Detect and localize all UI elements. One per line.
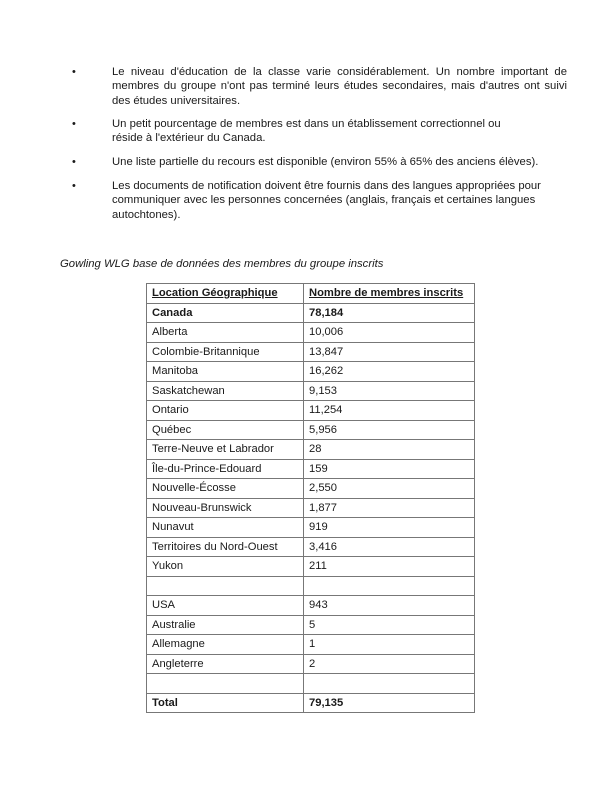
bullet-icon: •	[72, 118, 76, 130]
cell-location: Allemagne	[147, 635, 304, 655]
table-row	[147, 537, 475, 557]
cell-count: 5,956	[304, 420, 475, 440]
table-caption: Gowling WLG base de données des membres du groupe inscrits	[60, 258, 384, 270]
table-row	[147, 420, 475, 440]
bullet-icon: •	[72, 66, 76, 78]
cell-location: Terre-Neuve et Labrador	[147, 440, 304, 460]
cell-location: Manitoba	[147, 362, 304, 382]
cell-count: 1	[304, 635, 475, 655]
table-row	[147, 440, 475, 460]
table-row	[147, 342, 475, 362]
table-row	[147, 479, 475, 499]
cell-location	[147, 576, 304, 596]
cell-location	[147, 674, 304, 694]
cell-count: 10,006	[304, 323, 475, 343]
table-row	[147, 654, 475, 674]
cell-location: Alberta	[147, 323, 304, 343]
cell-count	[304, 674, 475, 694]
bullet-text: Les documents de notification doivent être fournis dans des langues appropriées pour communiquer avec les personnes concernées (anglais, français et certaines langues autochtones).	[112, 180, 541, 221]
cell-location: Île-du-Prince-Edouard	[147, 459, 304, 479]
cell-count: 1,877	[304, 498, 475, 518]
cell-location: Colombie-Britannique	[147, 342, 304, 362]
table-row	[147, 381, 475, 401]
cell-count: 2,550	[304, 479, 475, 499]
cell-location: Angleterre	[147, 654, 304, 674]
cell-count: 159	[304, 459, 475, 479]
cell-location: Nouvelle-Écosse	[147, 479, 304, 499]
cell-count: 13,847	[304, 342, 475, 362]
header-count: Nombre de membres inscrits	[304, 284, 475, 304]
cell-count: 28	[304, 440, 475, 460]
bullet-text: Le niveau d'éducation de la classe varie considérablement. Un nombre important de membres du groupe n'ont pas terminé leurs études secondaires, mais d'autres ont suivi des études universitaires.	[112, 66, 567, 107]
cell-count: 79,135	[304, 693, 475, 713]
cell-location: Territoires du Nord-Ouest	[147, 537, 304, 557]
cell-location: USA	[147, 596, 304, 616]
cell-count: 919	[304, 518, 475, 538]
table-header-row	[147, 284, 475, 304]
cell-count: 11,254	[304, 401, 475, 421]
table-row	[147, 615, 475, 635]
bullet-text: Une liste partielle du recours est disponible (environ 55% à 65% des anciens élèves).	[112, 156, 539, 168]
cell-location: Australie	[147, 615, 304, 635]
cell-count	[304, 576, 475, 596]
table-row	[147, 362, 475, 382]
table-row	[147, 596, 475, 616]
table-total-row	[147, 693, 475, 713]
cell-location: Yukon	[147, 557, 304, 577]
table-row	[147, 303, 475, 323]
cell-location: Nouveau-Brunswick	[147, 498, 304, 518]
table-row	[147, 401, 475, 421]
cell-location: Nunavut	[147, 518, 304, 538]
cell-location: Québec	[147, 420, 304, 440]
cell-count: 3,416	[304, 537, 475, 557]
registered-members-table	[146, 283, 475, 713]
cell-location: Canada	[147, 303, 304, 323]
cell-count: 943	[304, 596, 475, 616]
cell-count: 16,262	[304, 362, 475, 382]
cell-count: 211	[304, 557, 475, 577]
table-row	[147, 635, 475, 655]
header-location: Location Géographique	[147, 284, 304, 304]
bullet-text: Un petit pourcentage de membres est dans un établissement correctionnel ou réside à l'extérieur du Canada.	[112, 118, 501, 145]
cell-count: 2	[304, 654, 475, 674]
cell-count: 9,153	[304, 381, 475, 401]
table-row	[147, 498, 475, 518]
table-row-empty	[147, 674, 475, 694]
cell-count: 5	[304, 615, 475, 635]
cell-location: Saskatchewan	[147, 381, 304, 401]
cell-location: Ontario	[147, 401, 304, 421]
table-row	[147, 518, 475, 538]
bullet-icon: •	[72, 156, 76, 168]
table-row	[147, 323, 475, 343]
table-row-empty	[147, 576, 475, 596]
table-row	[147, 459, 475, 479]
cell-count: 78,184	[304, 303, 475, 323]
table-row	[147, 557, 475, 577]
bullet-icon: •	[72, 180, 76, 192]
cell-location: Total	[147, 693, 304, 713]
